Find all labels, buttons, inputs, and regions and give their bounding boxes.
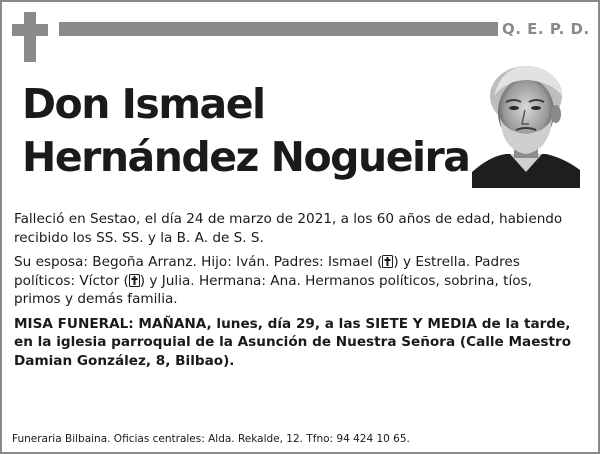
cross-icon	[382, 255, 393, 268]
funeral-mass-paragraph: MISA FUNERAL: MAÑANA, lunes, día 29, a las SIETE Y MEDIA de la tarde, en la iglesia parroquial de la Asunción de Nuestra Señora (Calle Maestro Damian González, 8, Bilbao).	[14, 315, 572, 369]
family-text-b: ) y Estrella. Padres políticos: Víctor (	[14, 254, 520, 289]
portrait-photo	[472, 60, 580, 188]
obituary-body	[14, 210, 580, 376]
death-notice-paragraph: Falleció en Sestao, el día 24 de marzo de 2021, a los 60 años de edad, habiendo recibido los SS. SS. y la B. A. de S. S.	[14, 211, 563, 246]
funeral-home-footer: Funeraria Bilbaina. Oficias centrales: Alda. Rekalde, 12. Tfno: 94 424 10 65.	[12, 433, 410, 445]
cross-icon-horizontal	[12, 24, 48, 36]
family-paragraph	[14, 253, 580, 309]
name-line-2: Hernández Nogueira	[22, 133, 470, 181]
family-text-c: ) y Julia. Hermana: Ana. Hermanos políticos, sobrina, tíos, primos y demás familia.	[14, 272, 532, 307]
family-text-a: Su esposa: Begoña Arranz. Hijo: Iván. Padres: Ismael (	[14, 254, 383, 270]
cross-icon	[129, 274, 140, 287]
deceased-name	[22, 78, 472, 184]
name-line-1: Don Ismael	[22, 80, 265, 128]
qepd-label: Q. E. P. D.	[502, 20, 590, 38]
cross-icon-vertical	[24, 12, 36, 62]
header-rule	[59, 22, 498, 36]
